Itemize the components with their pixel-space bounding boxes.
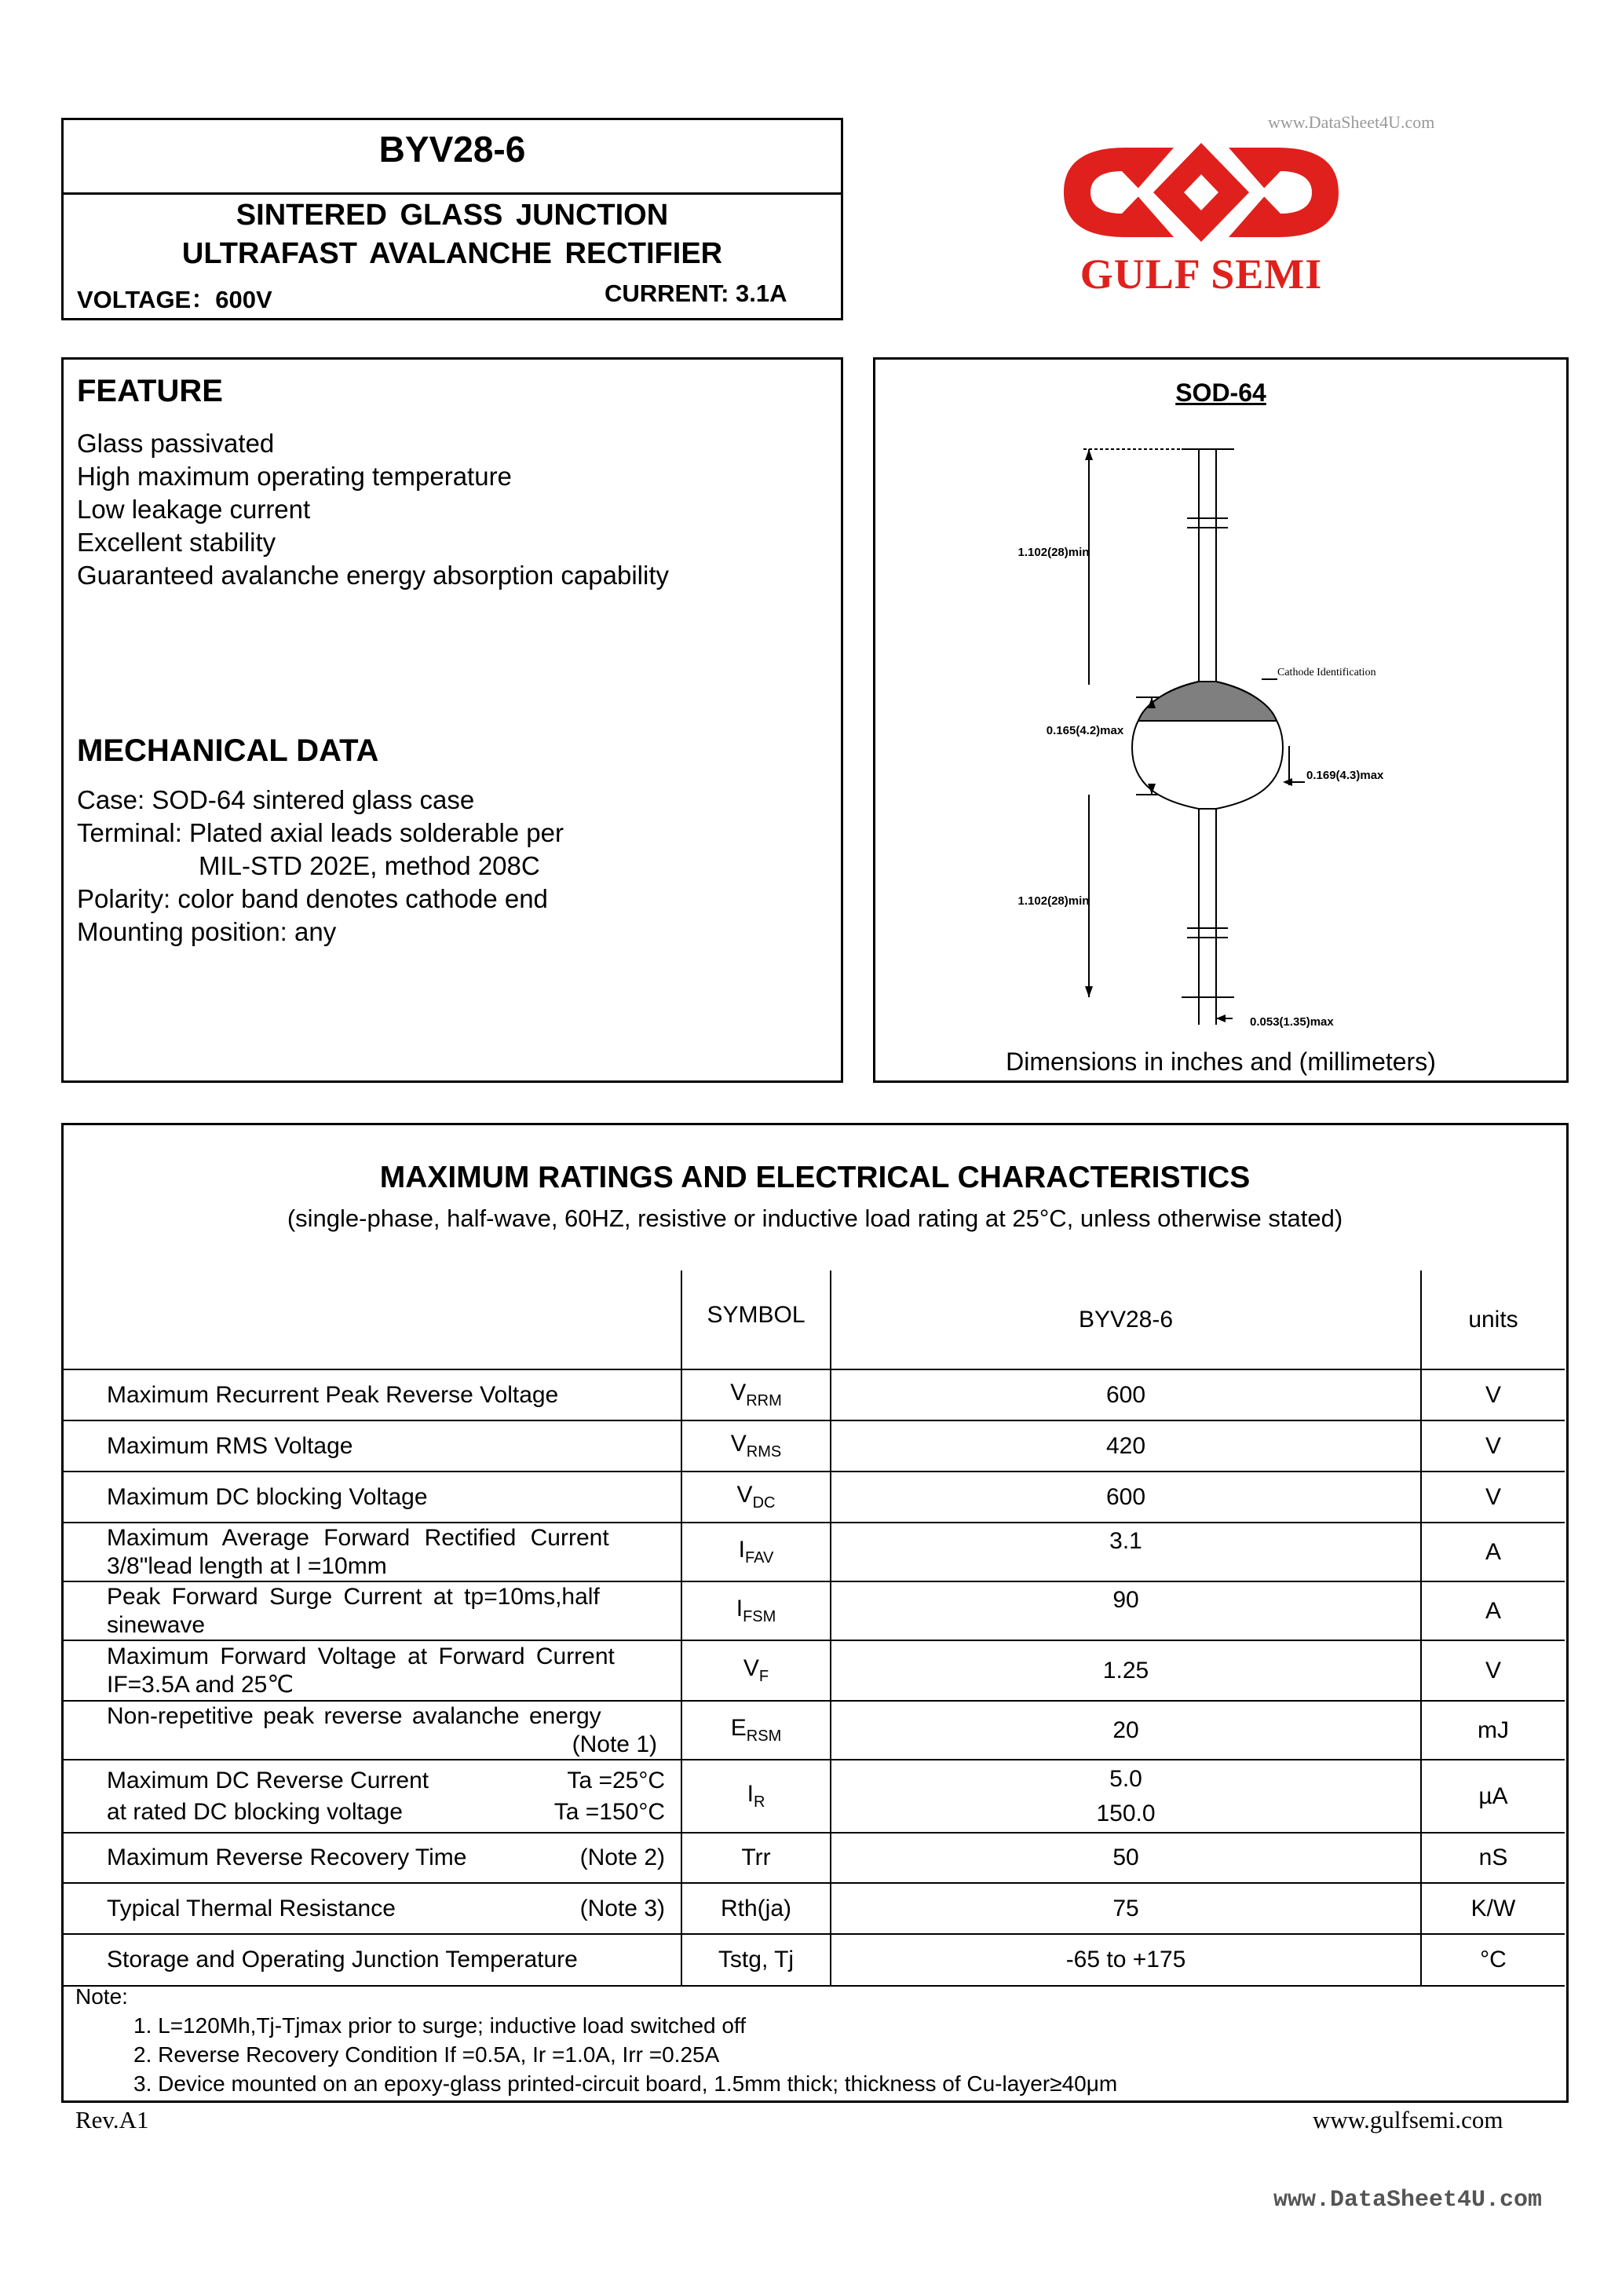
value-line: 150.0	[1096, 1800, 1156, 1826]
value-cell: 420	[831, 1420, 1421, 1472]
param-cell: Maximum DC blocking Voltage	[61, 1472, 681, 1523]
feature-list	[77, 427, 669, 592]
param-line: Peak Forward Surge Current at tp=10ms,half	[107, 1583, 600, 1610]
dim-body-diameter: 0.169(4.3)max	[1306, 769, 1384, 782]
unit-cell: °C	[1421, 1934, 1565, 1986]
unit-cell: mJ	[1421, 1701, 1565, 1760]
note-item: 1. L=120Mh,Tj-Tjmax prior to surge; inductive load switched off	[133, 2013, 746, 2038]
part-number: BYV28-6	[378, 129, 526, 170]
feature-heading: FEATURE	[77, 374, 223, 408]
symbol-cell: Trr	[681, 1833, 831, 1883]
table-header-row	[61, 1270, 1565, 1369]
param-cell: Maximum Reverse Recovery Time (Note 2)	[61, 1833, 681, 1883]
dim-lead-top: 1.102(28)min	[1017, 546, 1090, 559]
unit-cell: V	[1421, 1640, 1565, 1701]
note-item: 2. Reverse Recovery Condition If =0.5A, Ir =1.0A, Irr =0.25A	[133, 2042, 720, 2067]
ratings-table	[61, 1270, 1565, 1987]
dim-lead-diameter: 0.053(1.35)max	[1250, 1015, 1334, 1029]
unit-cell: A	[1421, 1523, 1565, 1581]
unit-cell: V	[1421, 1369, 1565, 1420]
mechanical-item: Terminal: Plated axial leads solderable per	[77, 818, 564, 847]
unit-cell: V	[1421, 1472, 1565, 1523]
mechanical-item: Case: SOD-64 sintered glass case	[77, 785, 475, 814]
symbol-cell: $V_{RRM}$	[681, 1369, 831, 1420]
value-cell: 75	[831, 1883, 1421, 1934]
param-cell	[61, 1701, 681, 1760]
value-cell: 600	[831, 1369, 1421, 1420]
notes-label: Note:	[75, 1984, 128, 2009]
revision: Rev.A1	[75, 2106, 149, 2133]
watermark-top: www.DataSheet4U.com	[1268, 112, 1435, 132]
watermark-bottom: www.DataSheet4U.com	[1273, 2187, 1543, 2214]
gulf-semi-logo-icon	[1056, 133, 1346, 251]
feature-item: Low leakage current	[77, 495, 311, 524]
symbol-cell: Rth(ja)	[681, 1883, 831, 1934]
note-item: 3. Device mounted on an epoxy-glass printed-circuit board, 1.5mm thick; thickness of Cu-layer≥40μm	[133, 2071, 1118, 2096]
symbol-cell: $E_{RSM}$	[681, 1701, 831, 1760]
logo-text: GULF SEMI	[1080, 250, 1323, 298]
value-line: 5.0	[1109, 1765, 1142, 1792]
title-line-2: ULTRAFAST AVALANCHE RECTIFIER	[181, 237, 723, 270]
symbol-cell: $I_R$	[681, 1760, 831, 1833]
table-row	[61, 1760, 1565, 1833]
header-symbol: SYMBOL	[681, 1270, 831, 1369]
unit-cell: A	[1421, 1581, 1565, 1640]
sod64-drawing	[873, 416, 1569, 1044]
table-row	[61, 1701, 1565, 1760]
mechanical-item: Polarity: color band denotes cathode end	[77, 884, 548, 913]
param-cell	[61, 1581, 681, 1640]
param-cell	[61, 1760, 681, 1833]
table-row	[61, 1883, 1565, 1934]
value-cell	[831, 1760, 1421, 1833]
param-cell: Typical Thermal Resistance (Note 3)	[61, 1883, 681, 1934]
website-link[interactable]: www.gulfsemi.com	[1313, 2106, 1503, 2133]
symbol-cell: $V_{DC}$	[681, 1472, 831, 1523]
table-row	[61, 1934, 1565, 1986]
param-cell	[61, 1640, 681, 1701]
value-cell: 600	[831, 1472, 1421, 1523]
dim-lead-bottom: 1.102(28)min	[1017, 894, 1090, 908]
current-rating: CURRENT: 3.1A	[605, 280, 787, 307]
table-row	[61, 1581, 1565, 1640]
symbol-cell: Tstg, Tj	[681, 1934, 831, 1986]
feature-item: Excellent stability	[77, 528, 276, 557]
header-value: BYV28-6	[831, 1270, 1421, 1369]
header-param	[61, 1270, 681, 1369]
notes	[75, 1982, 1117, 2098]
param-line: 3/8"lead length at l =10mm	[107, 1552, 387, 1579]
param-line: Maximum Forward Voltage at Forward Current	[107, 1643, 615, 1669]
value-cell: 50	[831, 1833, 1421, 1883]
param-cell: Maximum RMS Voltage	[61, 1420, 681, 1472]
param-line: at rated DC blocking voltage Ta =150°C	[107, 1798, 665, 1825]
mechanical-item: MIL-STD 202E, method 208C	[199, 851, 540, 880]
package-caption: Dimensions in inches and (millimeters)	[1006, 1047, 1436, 1076]
table-row	[61, 1640, 1565, 1701]
table-row	[61, 1369, 1565, 1420]
header-divider	[61, 192, 843, 195]
unit-cell: K/W	[1421, 1883, 1565, 1934]
mechanical-item: Mounting position: any	[77, 917, 337, 946]
param-line: IF=3.5A and 25℃	[107, 1671, 294, 1698]
table-row	[61, 1472, 1565, 1523]
value-cell: -65 to +175	[831, 1934, 1421, 1986]
mechanical-list	[77, 784, 564, 949]
value-cell: 90	[831, 1581, 1421, 1640]
voltage-rating: VOLTAGE：600V	[77, 286, 272, 313]
mechanical-heading: MECHANICAL DATA	[77, 733, 379, 768]
param-line: (Note 1)	[572, 1731, 657, 1757]
feature-item: High maximum operating temperature	[77, 462, 512, 491]
cathode-label: Cathode Identification	[1277, 667, 1376, 678]
package-title: SOD-64	[1175, 378, 1266, 407]
dim-body-length: 0.165(4.2)max	[1046, 724, 1124, 737]
symbol-cell: $I_{FAV}$	[681, 1523, 831, 1581]
unit-cell: V	[1421, 1420, 1565, 1472]
symbol-cell: $I_{FSM}$	[681, 1581, 831, 1640]
param-cell: Maximum Recurrent Peak Reverse Voltage	[61, 1369, 681, 1420]
unit-cell: µA	[1421, 1760, 1565, 1833]
value-cell: 3.1	[831, 1523, 1421, 1581]
feature-item: Glass passivated	[77, 429, 275, 458]
param-cell: Storage and Operating Junction Temperature	[61, 1934, 681, 1986]
feature-item: Guaranteed avalanche energy absorption capability	[77, 561, 670, 590]
table-row	[61, 1833, 1565, 1883]
param-line: Maximum DC Reverse Current Ta =25°C	[107, 1767, 665, 1793]
ratings-subtitle: (single-phase, half-wave, 60HZ, resistive or inductive load rating at 25°C, unless otherwise stated)	[287, 1205, 1343, 1232]
value-cell: 1.25	[831, 1640, 1421, 1701]
symbol-cell: $V_F$	[681, 1640, 831, 1701]
param-cell	[61, 1523, 681, 1581]
param-line: sinewave	[107, 1611, 206, 1638]
param-line: Maximum Average Forward Rectified Current	[107, 1524, 609, 1551]
param-line: Non-repetitive peak reverse avalanche energy	[107, 1702, 601, 1729]
value-cell: 20	[831, 1701, 1421, 1760]
title-line-1: SINTERED GLASS JUNCTION	[236, 199, 669, 232]
symbol-cell: $V_{RMS}$	[681, 1420, 831, 1472]
header-units: units	[1421, 1270, 1565, 1369]
table-row	[61, 1420, 1565, 1472]
ratings-title: MAXIMUM RATINGS AND ELECTRICAL CHARACTERISTICS	[379, 1161, 1251, 1194]
table-row	[61, 1523, 1565, 1581]
unit-cell: nS	[1421, 1833, 1565, 1883]
